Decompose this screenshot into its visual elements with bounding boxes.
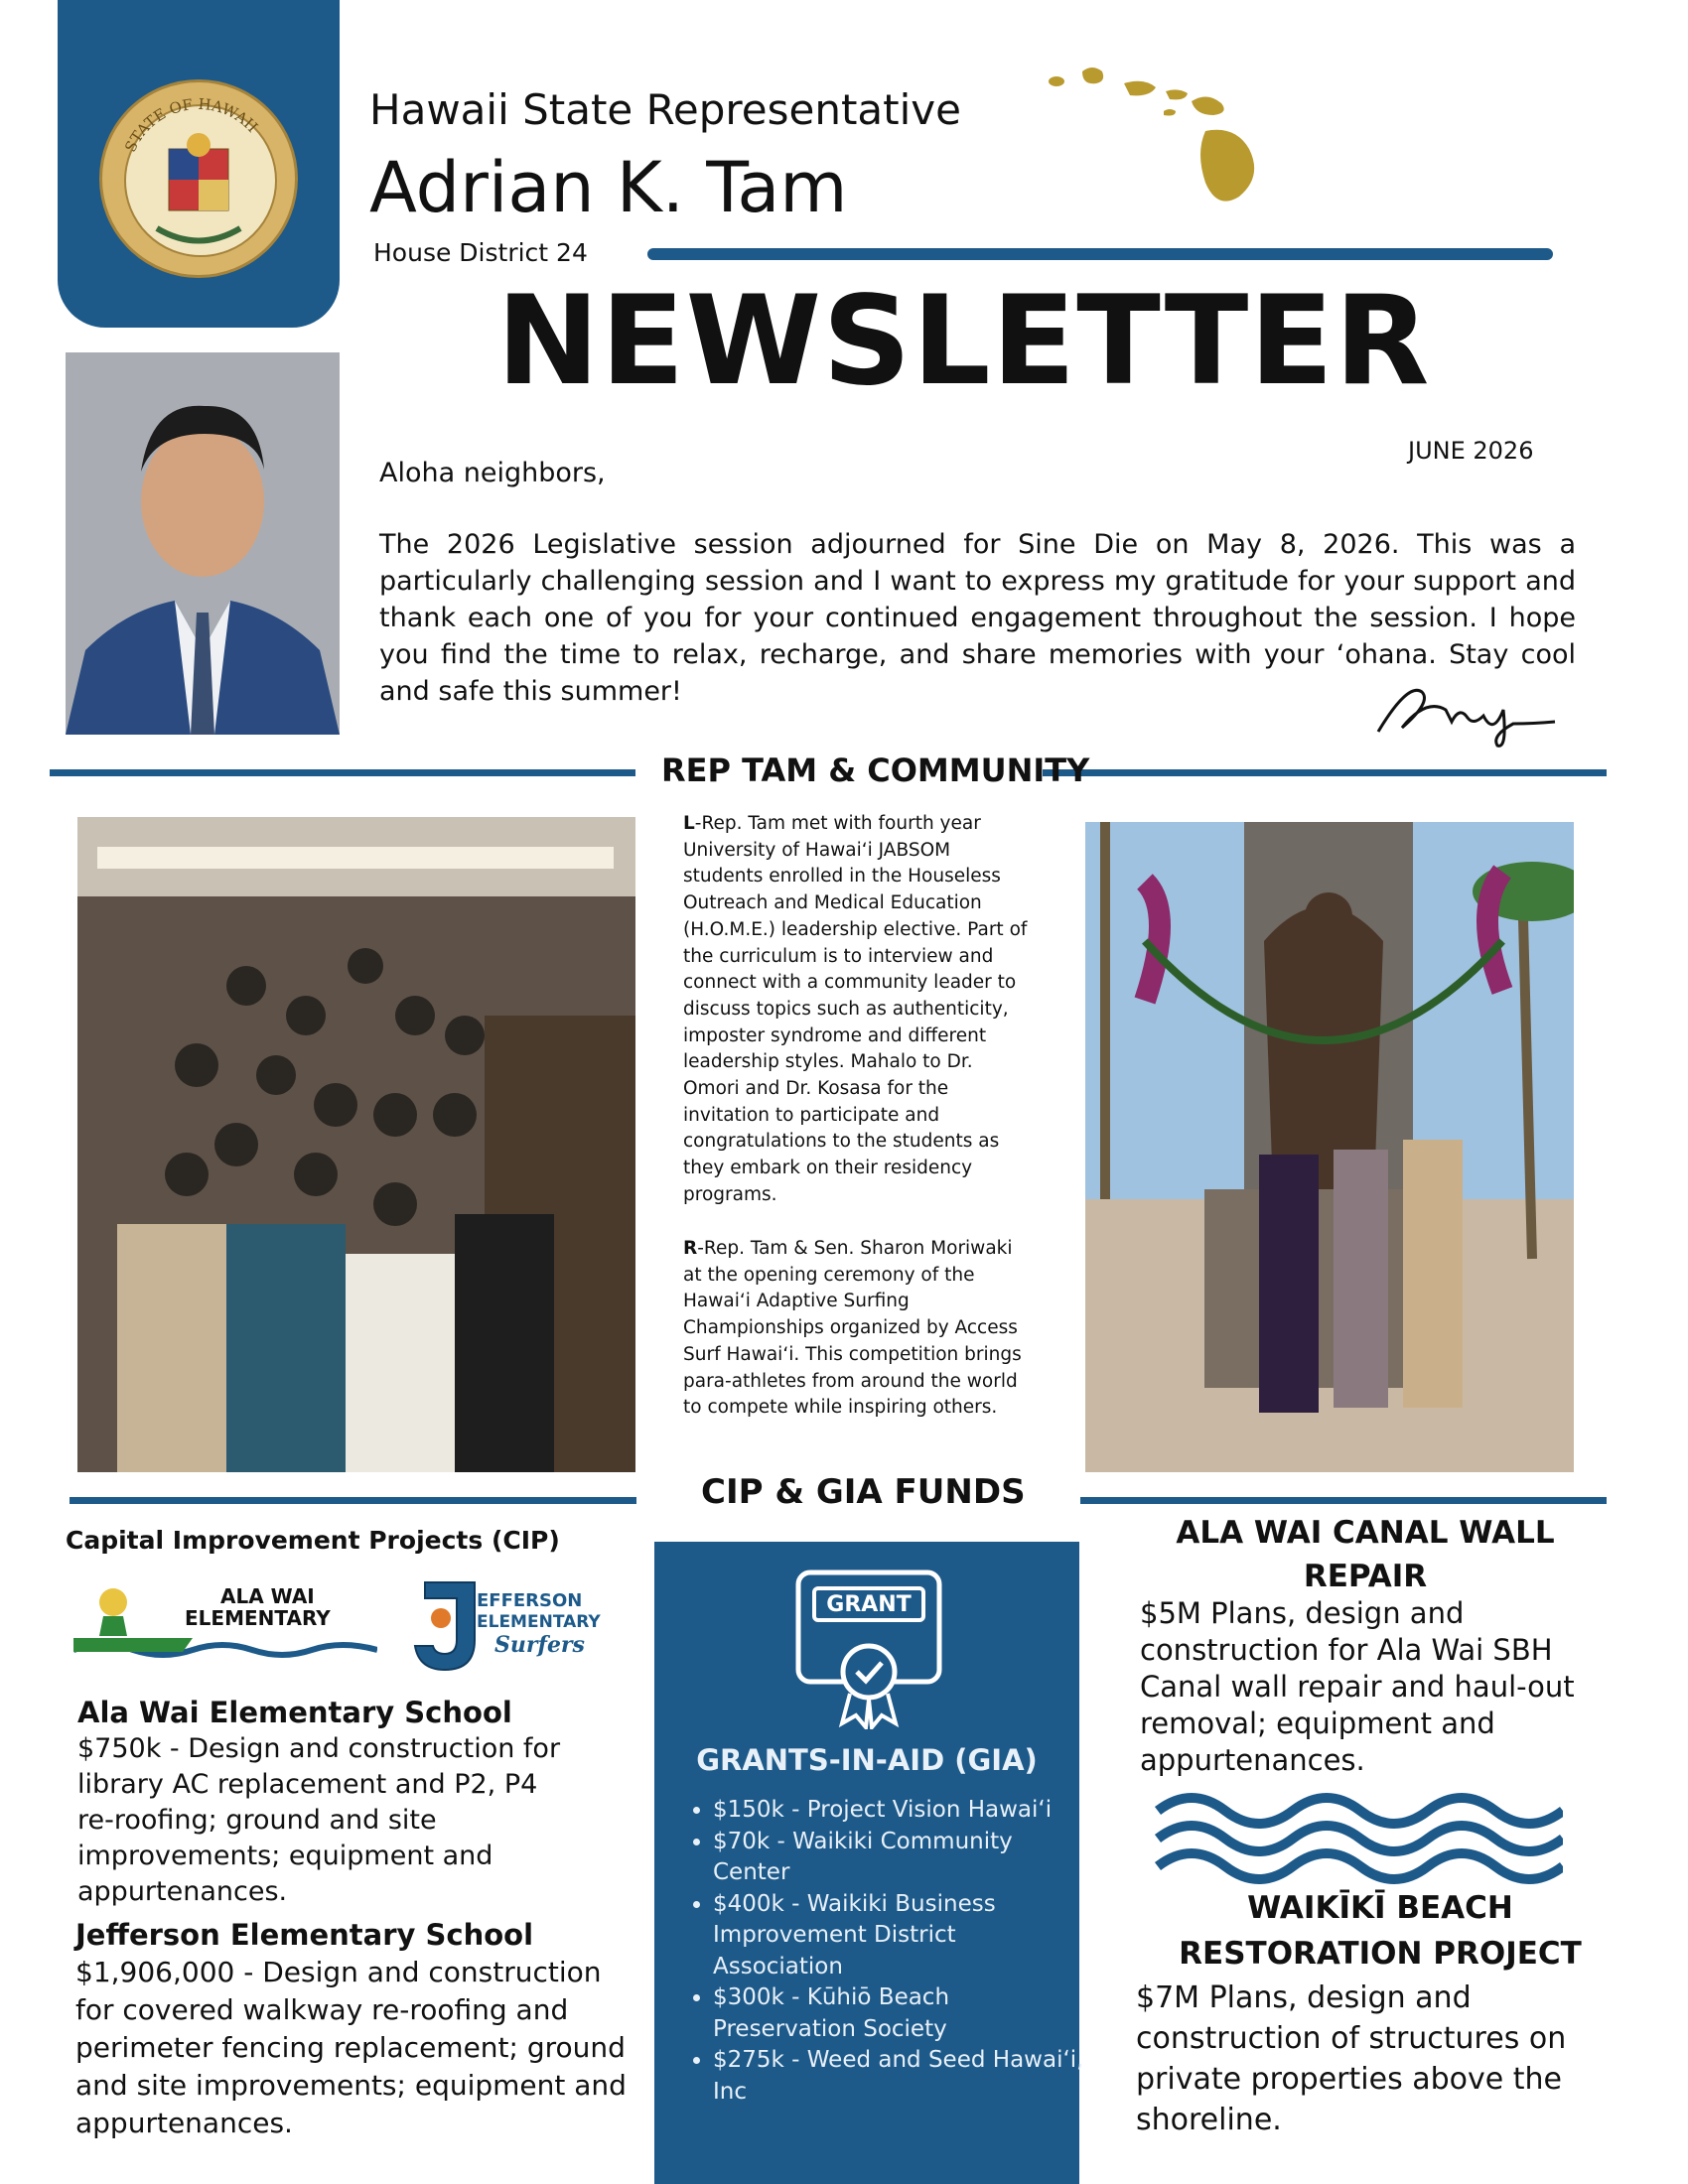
grant-badge-label: GRANT <box>826 1592 912 1617</box>
seal-icon <box>99 79 298 278</box>
gia-item: • $70k - Waikiki Community Center <box>713 1827 1090 1889</box>
representative-portrait <box>66 352 340 735</box>
canal-title: ALA WAI CANAL WALL REPAIR <box>1176 1515 1555 1594</box>
hawaii-islands-icon <box>1043 62 1301 210</box>
caption-left-prefix: L <box>683 813 695 834</box>
letter-body: The 2026 Legislative session adjourned for Sine Die on May 8, 2026. This was a particularly challenging session and I want to express my gratitude for your support and thank each one of you for your continued engagement throughout the session. I hope you find the time to relax, recharge, and share memories with your ʻohana. Stay cool and safe this summer! <box>379 529 1576 707</box>
signature <box>1370 680 1569 750</box>
caption-right <box>683 1236 1031 1422</box>
ala-wai-logo <box>73 1580 377 1664</box>
community-rule-left <box>50 769 635 776</box>
letter-greeting: Aloha neighbors, <box>379 458 606 488</box>
district-label: House District 24 <box>373 238 588 267</box>
jefferson-logo <box>411 1578 620 1674</box>
beach-title-line2: RESTORATION PROJECT <box>1179 1936 1582 1972</box>
photo-adaptive-surfing <box>1085 822 1574 1472</box>
caption-right-prefix: R <box>683 1238 698 1259</box>
representative-name: Adrian K. Tam <box>369 147 848 228</box>
state-seal <box>99 79 298 278</box>
gia-item: • $400k - Waikiki Business Improvement District Association <box>713 1889 1090 1983</box>
jefferson-logo-line1: EFFERSON <box>477 1590 583 1611</box>
ala-wai-logo-line2: ELEMENTARY <box>185 1606 331 1630</box>
funds-title: CIP & GIA FUNDS <box>701 1472 1026 1512</box>
cip-school-ala-wai: Ala Wai Elementary School <box>77 1696 512 1729</box>
grant-certificate-icon <box>784 1561 953 1729</box>
gia-item: • $275k - Weed and Seed Hawaiʻi, Inc <box>713 2045 1090 2108</box>
gia-heading: GRANTS-IN-AID (GIA) <box>696 1743 1038 1777</box>
canal-body: $5M Plans, design and construction for Ala Wai SBH Canal wall repair and haul-out removal; equipment and appurtenances. <box>1140 1596 1575 1777</box>
photo-jabsom-students <box>77 817 635 1472</box>
jefferson-logo-line2: ELEMENTARY <box>477 1612 601 1632</box>
gia-item: • $300k - Kūhiō Beach Preservation Society <box>713 1982 1090 2045</box>
beach-body: $7M Plans, design and construction of structures on private properties above the shoreline. <box>1136 1980 1567 2137</box>
issue-date: JUNE 2026 <box>1408 437 1534 465</box>
caption-right-text: -Rep. Tam & Sen. Sharon Moriwaki at the opening ceremony of the Hawaiʻi Adaptive Surfing Championships organized by Access Surf Hawaiʻi. This competition brings para-athletes from around the world to compete while inspiring others. <box>683 1238 1022 1419</box>
jefferson-logo-line3: Surfers <box>494 1632 585 1658</box>
community-title: REP TAM & COMMUNITY <box>661 751 1090 789</box>
portrait-image <box>66 352 340 735</box>
gia-list <box>685 1795 1090 2108</box>
statue-photo-image <box>1085 822 1574 1472</box>
caption-left <box>683 811 1031 1209</box>
community-rule-right <box>1043 769 1607 776</box>
header-rule <box>647 248 1553 260</box>
group-photo-image <box>77 817 635 1472</box>
funds-rule-right <box>1080 1497 1607 1504</box>
gia-item: • $150k - Project Vision Hawaiʻi <box>713 1795 1090 1827</box>
ala-wai-logo-line1: ALA WAI <box>220 1584 315 1608</box>
funds-rule-left <box>70 1497 636 1504</box>
caption-left-text: -Rep. Tam met with fourth year University of Hawaiʻi JABSOM students enrolled in the Houseless Outreach and Medical Education (H.O.M.E.) leadership elective. Part of the curriculum is to interview and connect with a community leader to discuss topics such as authenticity, imposter syndrome and different leadership styles. Mahalo to Dr. Omori and Dr. Kosasa for the invitation to participate and congratulations to the students as they embark on their residency programs. <box>683 813 1028 1205</box>
cip-school-jefferson: Jefferson Elementary School <box>75 1918 534 1952</box>
beach-title-line1: WAIKĪKĪ BEACH <box>1247 1890 1513 1926</box>
cip-heading: Capital Improvement Projects (CIP) <box>66 1526 560 1555</box>
cip-body-jefferson: $1,906,000 - Design and construction for covered walkway re-roofing and perimeter fencing replacement; ground and site improvements; equipment and appurtenances. <box>75 1956 627 2139</box>
waves-icon <box>1152 1785 1563 1884</box>
svg-text:STATE OF HAWAII: STATE OF HAWAII <box>121 94 262 155</box>
header-title: Hawaii State Representative <box>369 85 961 134</box>
jefferson-j-icon <box>411 1578 481 1674</box>
newsletter-title: NEWSLETTER <box>496 270 1431 413</box>
cip-body-ala-wai: $750k - Design and construction for library AC replacement and P2, P4 re-roofing; ground and site improvements; equipment and appurtenances. <box>77 1733 561 1907</box>
